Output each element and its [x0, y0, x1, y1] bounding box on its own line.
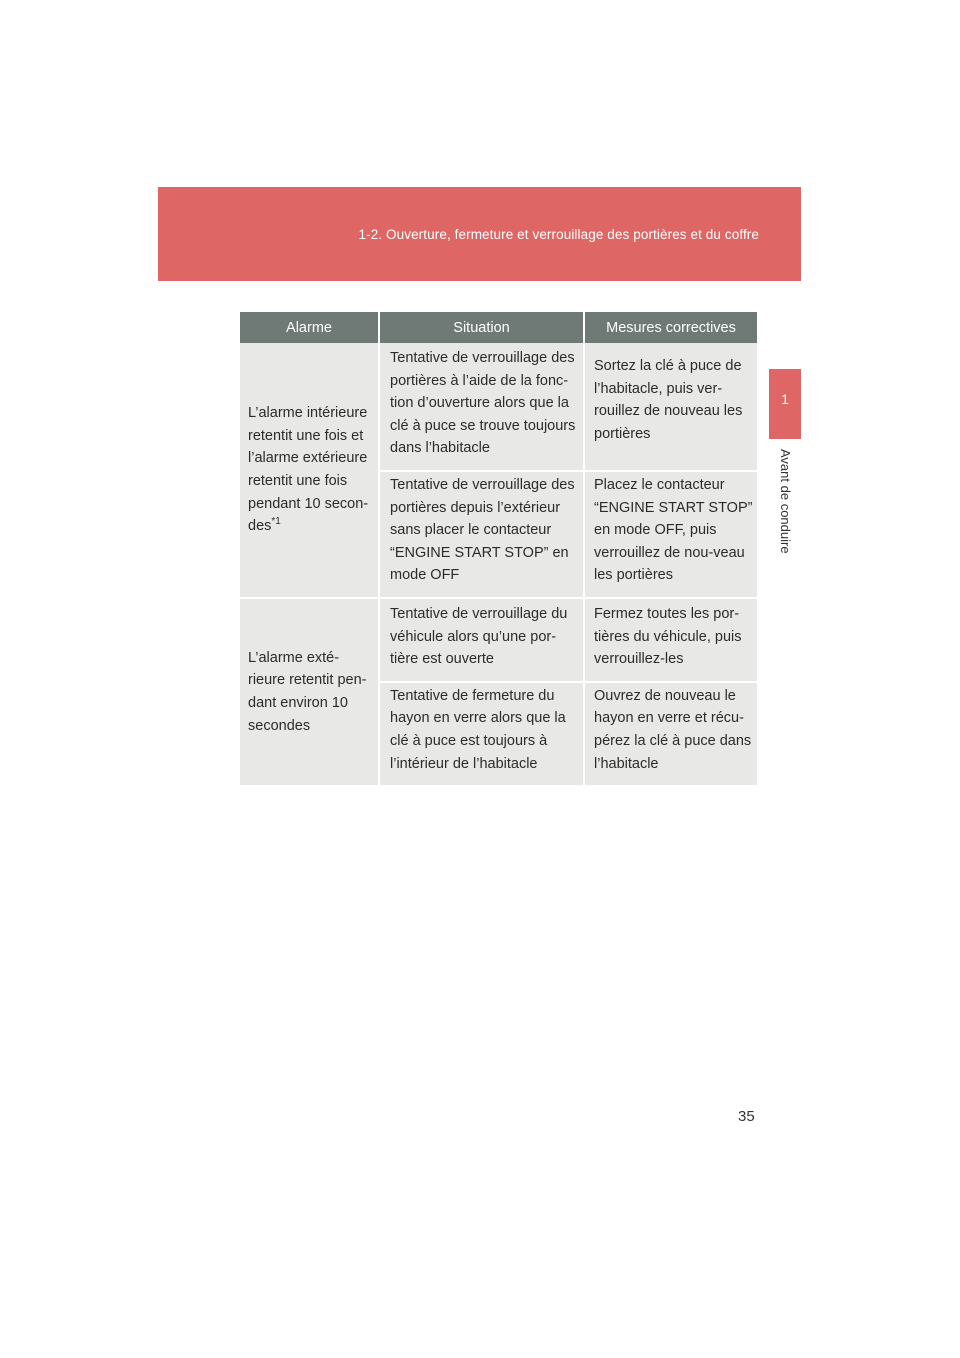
alarm-table [240, 312, 757, 787]
column-header-situation: Situation [379, 312, 584, 343]
situation-cell: Tentative de verrouillage des portières depuis l’extérieur sans placer le contacteur “ENGINE START STOP” en mode OFF [379, 471, 584, 598]
footnote-marker: *1 [271, 516, 281, 528]
situation-cell: Tentative de verrouillage du véhicule alors qu’une por-tière est ouverte [379, 598, 584, 682]
table-row [240, 598, 757, 682]
corrective-measure-cell: Fermez toutes les por-tières du véhicule, puis verrouillez-les [584, 598, 757, 682]
section-title: 1-2. Ouverture, fermeture et verrouillage des portières et du coffre [358, 227, 759, 242]
situation-cell: Tentative de fermeture du hayon en verre alors que la clé à puce est toujours à l’intérieur de l’habitacle [379, 682, 584, 786]
page-number: 35 [738, 1108, 755, 1125]
chapter-tab [769, 369, 801, 439]
alarm-description: L’alarme exté-rieure retentit pen-dant environ 10 secondes [240, 598, 379, 786]
table-header-row [240, 312, 757, 343]
situation-cell: Tentative de verrouillage des portières à l’aide de la fonc-tion d’ouverture alors que la clé à puce se trouve toujours dans l’habitacle [379, 343, 584, 471]
corrective-measure-cell: Placez le contacteur “ENGINE START STOP” en mode OFF, puis verrouillez de nou-veau les portières [584, 471, 757, 598]
table-row [240, 343, 757, 471]
section-header-band [158, 187, 801, 281]
alarm-description: L’alarme intérieure retentit une fois et l’alarme extérieure retentit une fois pendant 10 secon-des$^{*1}$ [240, 343, 379, 598]
column-header-corrective-measures: Mesures correctives [584, 312, 757, 343]
chapter-number: 1 [781, 391, 789, 407]
corrective-measure-cell: Ouvrez de nouveau le hayon en verre et récu-pérez la clé à puce dans l’habitacle [584, 682, 757, 786]
corrective-measure-cell: Sortez la clé à puce de l’habitacle, puis ver-rouillez de nouveau les portières [584, 343, 757, 471]
column-header-alarm: Alarme [240, 312, 379, 343]
chapter-label: Avant de conduire [778, 449, 793, 554]
